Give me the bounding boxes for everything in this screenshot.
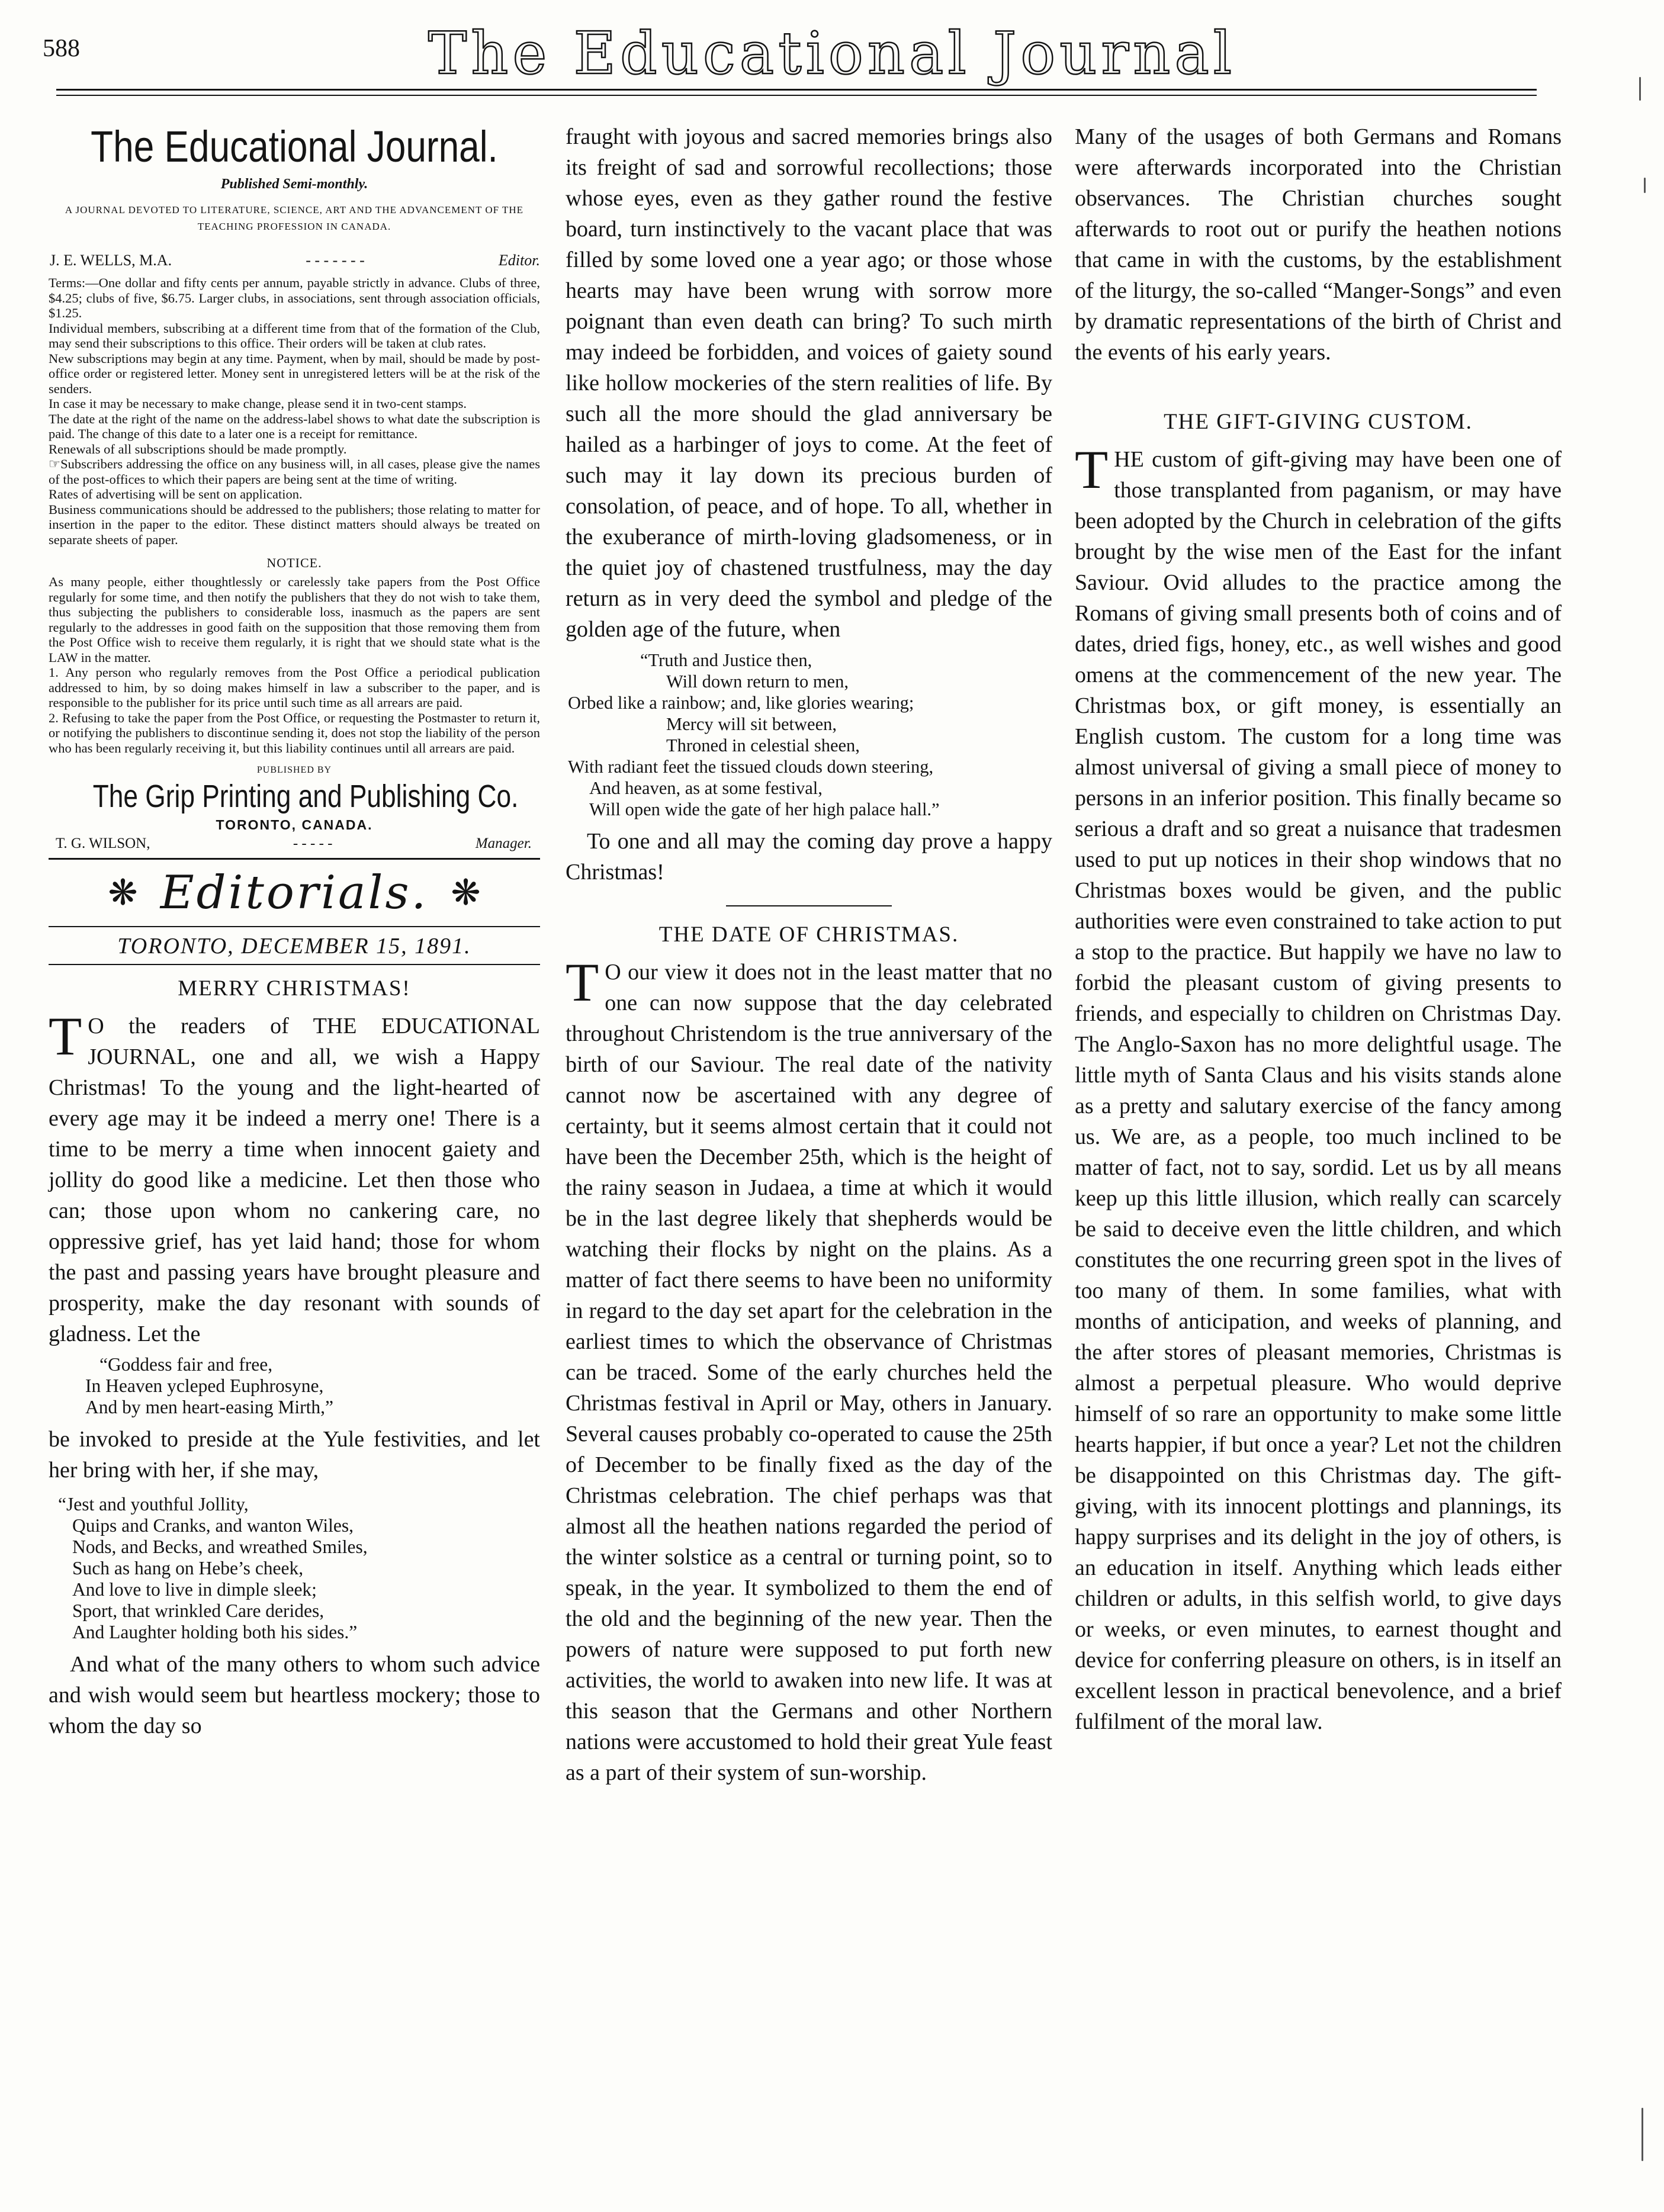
article-title-date-of-christmas: THE DATE OF CHRISTMAS. [658, 922, 959, 947]
terms-block [49, 275, 540, 547]
column-middle [566, 121, 1052, 1788]
merry-christmas-paragraph: fraught with joyous and sacred memories brings also its freight of sad and sorrowful recollections; those whose eyes, even as they gather round the festive board, turn instinctively to the vacant place that was filled by some loved one a year ago; or those whose hearts may have been wrung with sorrow more poignant than even death can bring? To such mirth may indeed be forbidden, and voices of gaiety sound like hollow mockeries of the stern realities of life. By such all the more should the glad anniversary be hailed as a harbinger of joys to come. At the feet of such may it lay down its precious burden of consolation, of peace, and of hope. To all, whether in the exuberance of mirth-loving gladsomeness, or in the quiet joy of chastened trustfulness, may the day return as in very deed the symbol and pledge of the golden age of the future, when [566, 124, 1052, 642]
ornament-right: ❋ [451, 873, 481, 912]
date-of-christmas-paragraph: Many of the usages of both Germans and Romans were afterwards incorporated into the Christian observances. The Christian churches sought afterwards to root out or purify the heathen notions that came in with the customs, by the establishment of the liturgy, the so-called “Manger-Songs” and even by dramatic representations of the birth of Christ and the events of his early years. [1075, 124, 1562, 365]
section-separator [726, 905, 892, 906]
ornament-left: ❋ [108, 873, 138, 912]
terms-paragraph: Terms:—One dollar and fifty cents per annum, payable strictly in advance. Clubs of three, $4.25; clubs of five, $6.75. Larger clubs, in associations, sent through association officials, $1.25. [49, 275, 540, 320]
publisher-city: TORONTO, CANADA. [216, 817, 373, 832]
gift-giving-paragraph: THE custom of gift-giving may have been one of those transplanted from paganism, or may have been adopted by the Church in celebration of the gifts brought by the wise men of the East for the infant Saviour. Ovid alludes to the practice among the Romans of giving small presents both of coins and of dates, dried figs, honey, etc., as well wishes and good omens at the commencement of the new year. The Christmas box, or gift money, is essentially an English custom. The custom for a long time was almost universal of giving a small piece of money to persons in an inferior position. This finally became so serious a draft and so great a nuisance that tradesmen used to put up notices in their shop windows that no Christmas boxes would be given, and the public authorities were even constrained to take action to put a stop to the practice. But happily we have no law to forbid the pleasant custom of giving presents to friends, and especially to children on Christmas Day. The Anglo-Saxon has no more delightful usage. The little myth of Santa Claus and his visits stands alone as a pretty and salutary exercise of the fancy among us. We are, as a people, too much inclined to be matter of fact, not to say, sordid. Let us by all means keep up this little illusion, which really can scarcely be said to deceive even the little children, and which constitutes the one recurring green spot in the lives of too many of them. In some families, what with months of anticipation, and weeks of planning, and the after stores of pleasant memories, Christmas is almost a perpetual pleasure. Who would deprive himself of so rare an opportunity to make some little hearts happier, if but once a year? Let not the children be disappointed on this Christmas day. The gift-giving, with its innocent plottings and plannings, its happy surprises and its delight in the joy of others, is an education in itself. Anything which leads either children or adults, in this selfish world, to give days or weeks, or even minutes, to earnest thought and device for conferring pleasure on others, is in itself an excellent lesson in practical benevolence, and a brief fulfilment of the moral law. [1075, 439, 1562, 1734]
notice-paragraph: 2. Refusing to take the paper from the Post Office, or requesting the Postmaster to return it, or notifying the publishers to discontinue sending it, does not stop the liability of the person who has been regularly receiving it, but this liability continues until all arrears are paid. [49, 710, 540, 755]
terms-paragraph: ☞Subscribers addressing the office on any business will, in all cases, please give the names of the post-offices to which their papers are being sent at the time of writing. [49, 456, 540, 487]
notice-paragraph: As many people, either thoughtlessly or carelessly take papers from the Post Office regularly for some time, and then notify the publishers that they do not wish to take them, thus subjecting the publishers to considerable loss, inasmuch as the papers are sent regularly to the addresses in good faith on the supposition that those removing them from the Post Office wish to receive them regularly, it is right that we should state what is the LAW in the matter. [49, 574, 540, 665]
terms-paragraph: Individual members, subscribing at a different time from that of the formation of the Club, may send their subscriptions to this office. Their orders will be taken at club rates. [49, 320, 540, 351]
date-of-christmas-paragraph: T O our view it does not in the least matter that no one can now suppose that the day celebrated throughout Christendom is the true anniversary of the birth of our Saviour. The real date of the nativity cannot now be ascertained with any degree of certainty, but it seems almost certain that it could not have been the December 25th, which is the height of the rainy season in Judaea, a time at which it would be in the last degree likely that shepherds would be watching their flocks by night on the plains. As a matter of fact there seems to have been no uniformity in regard to the day set apart for the celebration in the earliest times to which the observance of Christmas can be traced. Some of the early churches held the Christmas festival in April or May, others in January. Several causes probably co-operated to cause the 25th of December to be finally fixed as the day of the Christmas celebration. The chief perhaps was that almost all the heathen nations regarded the period of the winter solstice as a central or turning point, so to speak, in the year. It symbolized to them the end of the old and the beginning of the new year. Then the powers of nature were supposed to put forth new activities, the world to awaken into new life. It was at this season that the Germans and other Northern nations were accustomed to hold their great Yule feast as a part of their system of sun-worship. [566, 952, 1052, 1785]
column-left [49, 121, 540, 1741]
merry-christmas-paragraph: To one and all may the coming day prove a happy Christmas! [566, 829, 1052, 885]
editor-line [50, 252, 540, 269]
scan-edge-mark [1641, 2108, 1643, 2161]
masthead-title: The Educational Journal. [91, 122, 498, 171]
editor-dashes: - - - - - - - [306, 252, 365, 269]
poem-quote: “Goddess fair and free, In Heaven ycleped Euphrosyne, And by men heart-easing Mirth,” [85, 1354, 334, 1417]
merry-christmas-paragraph: T O the readers of THE EDUCATIONAL JOURNAL, one and all, we wish a Happy Christmas! To the young and the light-hearted of every age may it be indeed a merry one! There is a time to be merry a time when innocent gaiety and jollity do good like a medicine. Let then those who can; those upon whom no cankering care, no oppressive grief, has yet laid hand; those for whom the past and passing years have brought pleasure and prosperity, make the day resonant with sounds of gladness. Let the [49, 1006, 540, 1346]
article-title-merry-christmas: MERRY CHRISTMAS! [178, 976, 411, 1001]
manager-line [49, 835, 540, 852]
page-number: 588 [43, 35, 80, 62]
notice-block [49, 574, 540, 755]
scan-edge-mark [1639, 77, 1641, 101]
masthead-subtitle: Published Semi-monthly. [220, 176, 368, 192]
terms-paragraph: Renewals of all subscriptions should be made promptly. [49, 441, 347, 456]
editorials-banner [49, 860, 540, 926]
published-by: PUBLISHED BY [256, 765, 332, 775]
terms-paragraph: Rates of advertising will be sent on application. [49, 487, 303, 501]
manager-name: T. G. WILSON, [56, 835, 150, 851]
drop-cap: T [566, 952, 599, 1012]
terms-paragraph: New subscriptions may begin at any time. Payment, when by mail, should be made by post-office order or registered letter. Money sent in unregistered letters will be at the risk of the senders. [49, 351, 540, 396]
editorials-rule [49, 926, 540, 927]
terms-paragraph: The date at the right of the name on the address-label shows to what date the subscription is paid. The change of this date to a later one is a receipt for remittance. [49, 411, 540, 441]
article-title-gift-giving: THE GIFT-GIVING CUSTOM. [1164, 410, 1473, 434]
dateline: TORONTO, DECEMBER 15, 1891. [117, 934, 471, 959]
drop-cap: T [1075, 439, 1109, 500]
scan-edge-mark [1644, 178, 1646, 193]
terms-paragraph: In case it may be necessary to make change, please send it in two-cent stamps. [49, 396, 467, 411]
masthead [49, 121, 540, 852]
notice-title: NOTICE. [266, 555, 322, 570]
editor-name: J. E. WELLS, M.A. [50, 252, 172, 269]
dateline-rule [49, 964, 540, 965]
running-title: The Educational Journal [428, 20, 1236, 88]
header-rule-thin [56, 95, 1537, 96]
drop-cap: T [49, 1006, 82, 1066]
poem-quote: “Jest and youthful Jollity, Quips and Cranks, and wanton Wiles, Nods, and Becks, and wreathed Smiles, Such as hang on Hebe’s cheek, And love to live in dimple sleek; Sport, that wrinkled Care derides, And Laughter holding both his sides.” [58, 1494, 368, 1642]
merry-christmas-paragraph: And what of the many others to whom such advice and wish would seem but heartless mockery; those to whom the day so [49, 1652, 540, 1738]
header-rule [56, 89, 1537, 91]
editor-role: Editor. [498, 252, 540, 269]
editorials-heading: Editorials. [160, 866, 429, 919]
terms-paragraph: Business communications should be addressed to the publishers; those relating to matter for insertion in the paper to the editor. These distinct matters should always be treated on separate sheets of paper. [49, 501, 540, 547]
manager-dashes: - - - - - [293, 835, 333, 851]
notice-paragraph: 1. Any person who regularly removes from the Post Office a periodical publication addressed to him, by so doing makes himself in law a subscriber to the paper, and is responsible to the publisher for its price until such time as all arrears are paid. [49, 665, 540, 710]
merry-christmas-paragraph: be invoked to preside at the Yule festivities, and let her bring with her, if she may, [49, 1427, 540, 1483]
column-right [1075, 121, 1562, 1737]
manager-role: Manager. [475, 835, 532, 851]
publisher-name: The Grip Printing and Publishing Co. [92, 779, 519, 814]
poem-quote: “Truth and Justice then, Will down return to men, Orbed like a rainbow; and, like glories wearing; Mercy will sit between, Throned in celestial sheen, With radiant feet the tissued clouds down steering, And heaven, as at some festival, Will open wide the gate of her high palace hall.” [568, 650, 940, 819]
masthead-description: A JOURNAL DEVOTED TO LITERATURE, SCIENCE, ART AND THE ADVANCEMENT OF THE TEACHING PROFESSION IN CANADA. [65, 204, 524, 232]
